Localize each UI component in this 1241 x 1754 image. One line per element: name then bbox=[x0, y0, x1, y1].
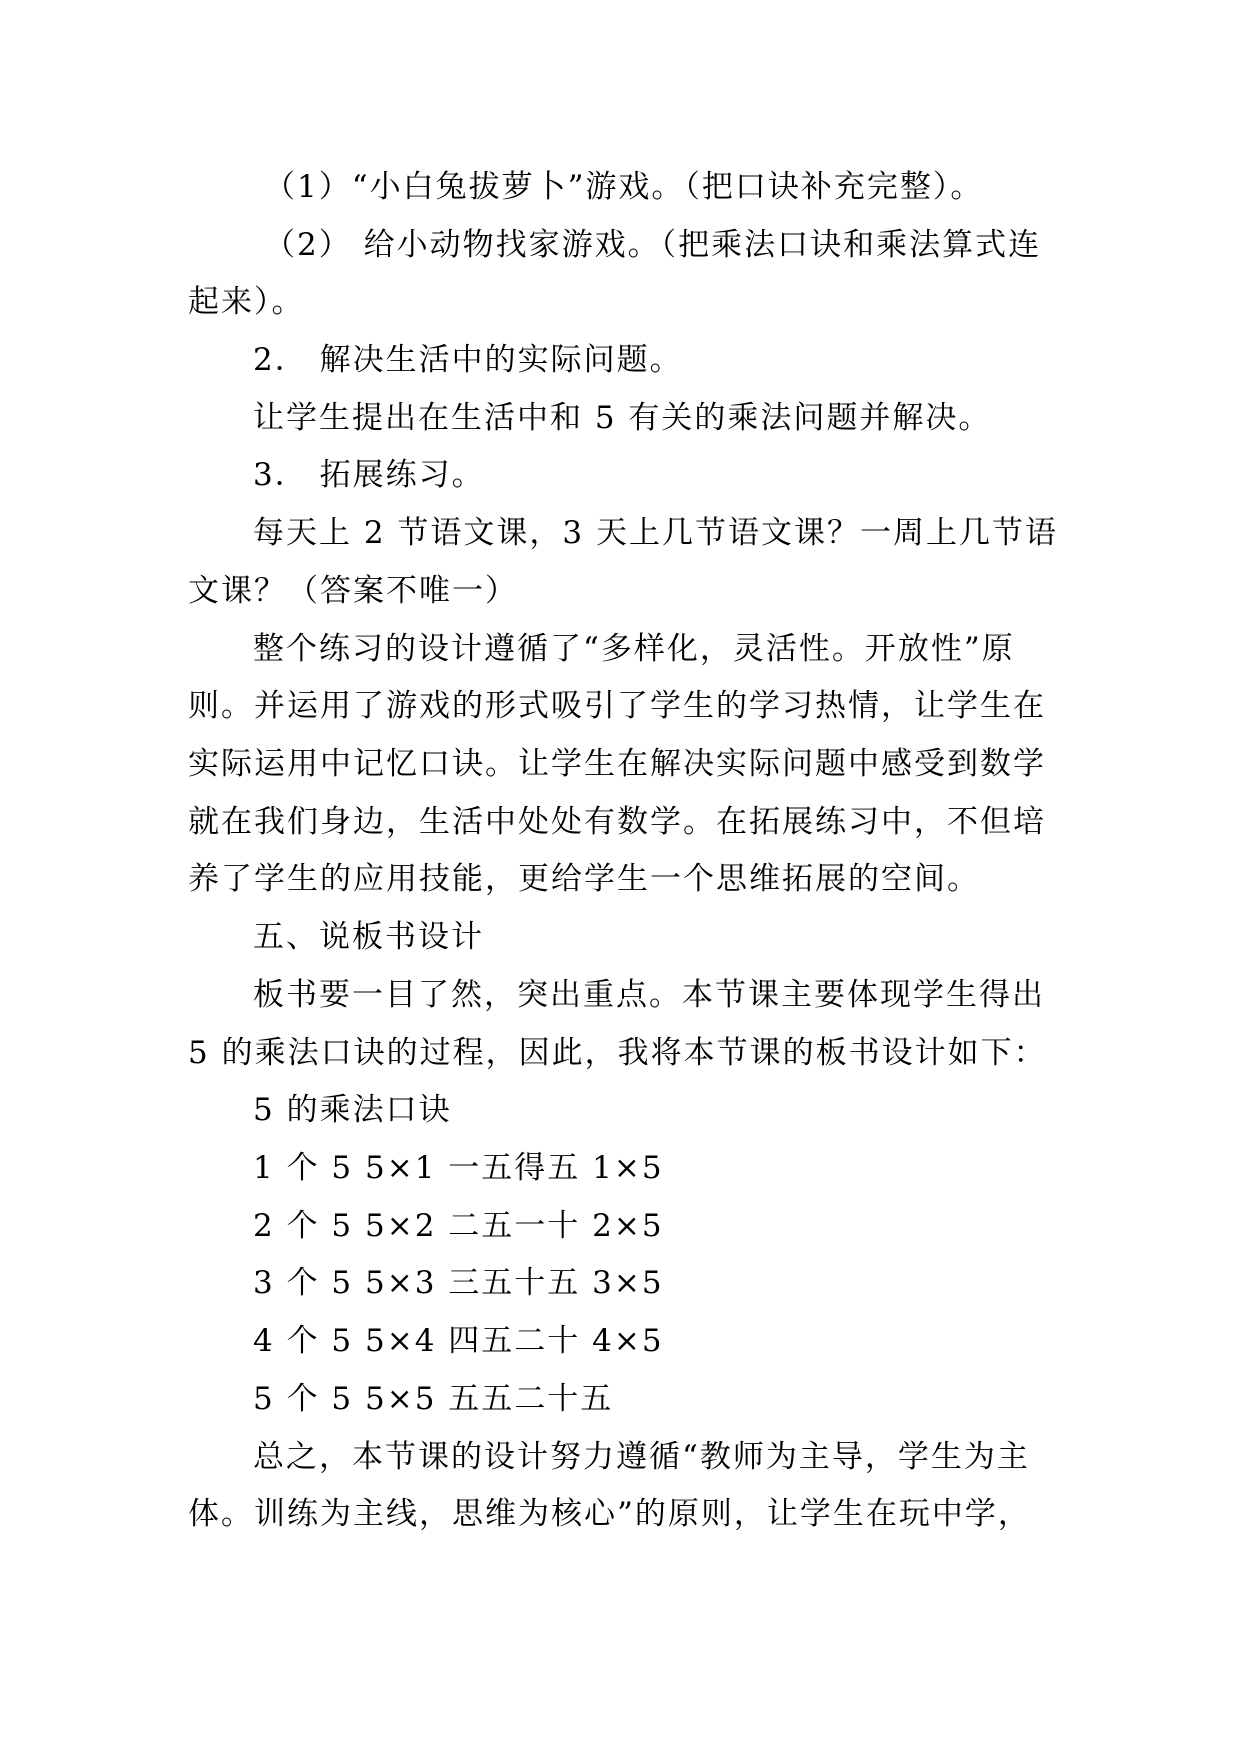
text-line: 2． 解决生活中的实际问题。 bbox=[253, 342, 683, 378]
text-line: 起来）。 bbox=[188, 284, 305, 320]
text-line: 养了学生的应用技能，更给学生一个思维拓展的空间。 bbox=[188, 861, 980, 897]
text-line: 5 的乘法口诀的过程，因此，我将本节课的板书设计如下： bbox=[188, 1035, 1047, 1071]
text-line: 实际运用中记忆口诀。让学生在解决实际问题中感受到数学 bbox=[188, 746, 1046, 782]
text-line: 文课？（答案不唯一） bbox=[188, 573, 518, 609]
board-line: 1 个 5 5×1 一五得五 1×5 bbox=[253, 1150, 664, 1186]
section-heading: 五、说板书设计 bbox=[253, 919, 484, 955]
text-line: （2） 给小动物找家游戏。（把乘法口诀和乘法算式连 bbox=[264, 227, 1042, 263]
text-line: 板书要一目了然，突出重点。本节课主要体现学生得出 bbox=[253, 977, 1045, 1013]
board-line: 3 个 5 5×3 三五十五 3×5 bbox=[253, 1265, 664, 1301]
text-line: 就在我们身边，生活中处处有数学。在拓展练习中，不但培 bbox=[188, 804, 1046, 840]
text-line: 让学生提出在生活中和 5 有关的乘法问题并解决。 bbox=[253, 400, 992, 436]
text-line: （1）“小白兔拔萝卜”游戏。（把口诀补充完整）。 bbox=[264, 169, 984, 205]
board-line: 2 个 5 5×2 二五一十 2×5 bbox=[253, 1208, 664, 1244]
text-line: 整个练习的设计遵循了“多样化，灵活性。开放性”原 bbox=[253, 631, 1015, 667]
board-title: 5 的乘法口诀 bbox=[253, 1092, 452, 1128]
board-line: 5 个 5 5×5 五五二十五 bbox=[253, 1381, 614, 1417]
text-line: 总之，本节课的设计努力遵循“教师为主导，学生为主 bbox=[253, 1439, 1030, 1475]
text-line: 3． 拓展练习。 bbox=[253, 457, 485, 493]
text-line: 则。并运用了游戏的形式吸引了学生的学习热情，让学生在 bbox=[188, 688, 1046, 724]
text-line: 体。训练为主线，思维为核心”的原则，让学生在玩中学， bbox=[188, 1496, 1031, 1532]
text-line: 每天上 2 节语文课，3 天上几节语文课？一周上几节语 bbox=[253, 515, 1059, 551]
board-line: 4 个 5 5×4 四五二十 4×5 bbox=[253, 1323, 664, 1359]
